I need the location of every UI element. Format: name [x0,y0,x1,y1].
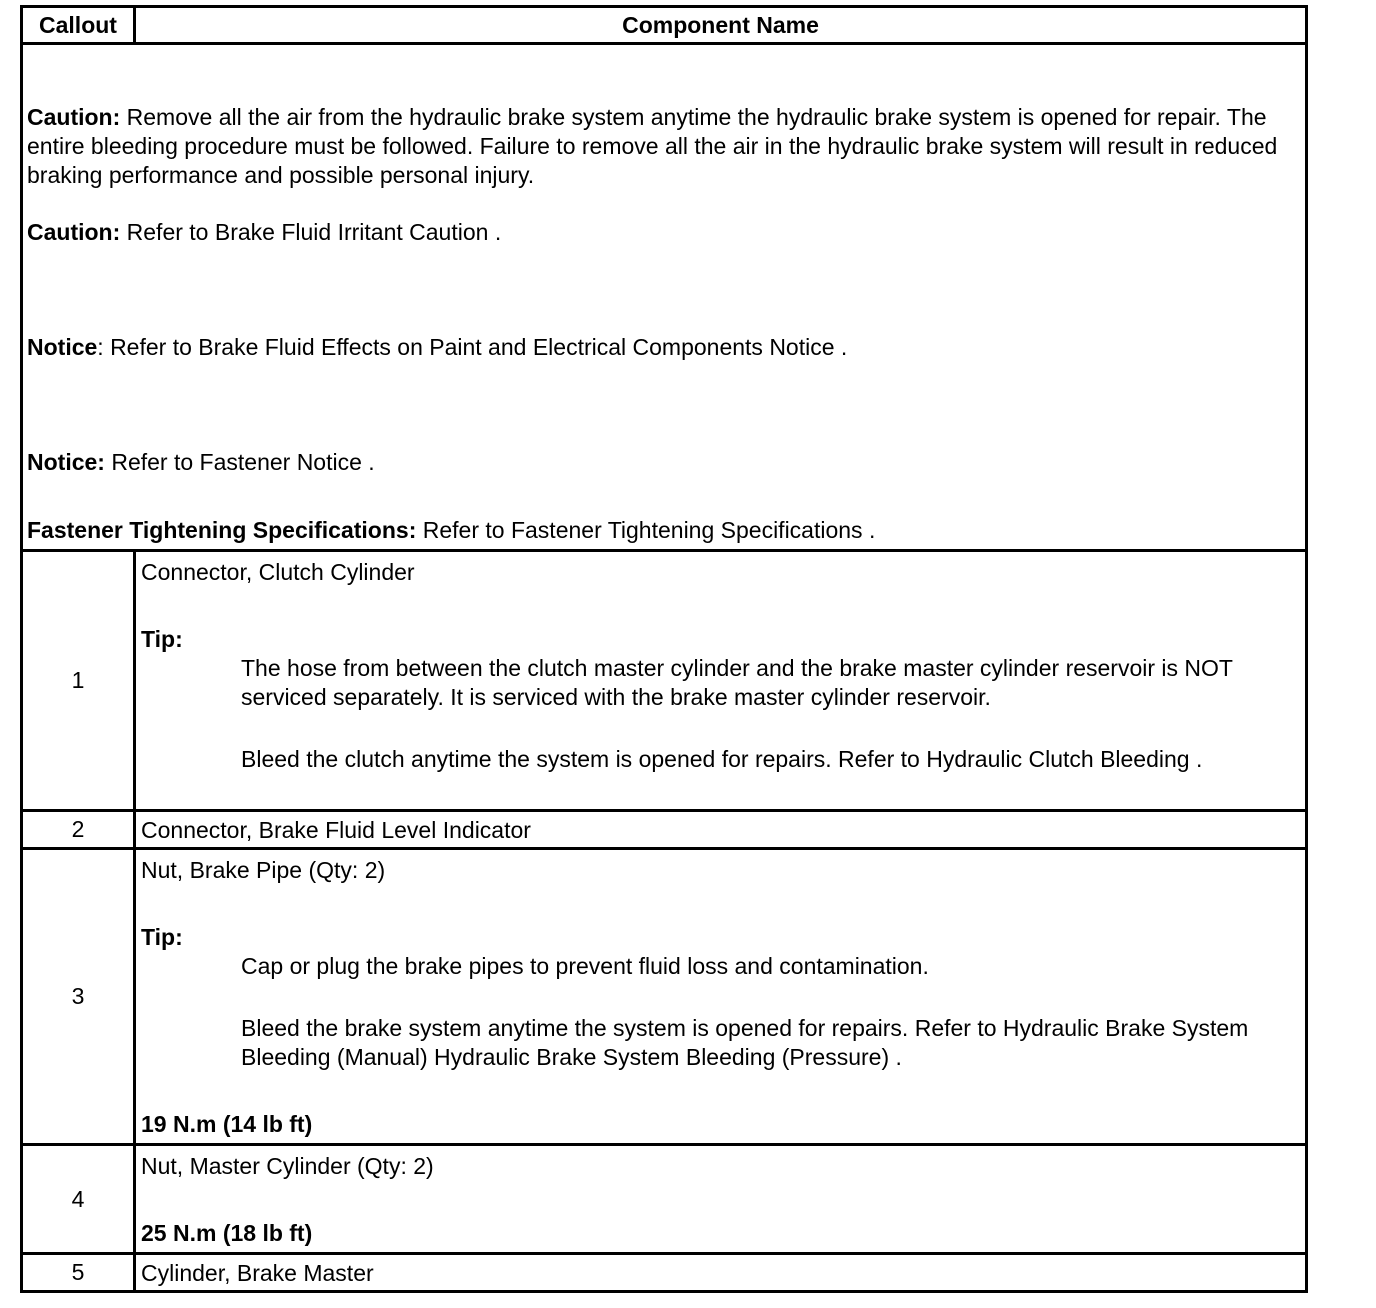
notice-label: Notice: [27,449,105,475]
tip-text: Bleed the clutch anytime the system is opened for repairs. Refer to Hydraulic Clutch Bleeding . [241,746,1203,772]
caution-label: Caution: [27,219,121,245]
notice-text: Refer to Fastener Notice . [104,449,375,475]
tip-text: Cap or plug the brake pipes to prevent fluid loss and contamination. [241,953,929,979]
component-cell [135,849,1307,1145]
callout-header: Callout [22,7,135,44]
table-row [22,811,1307,849]
caution-note-air [27,103,1301,190]
component-name: Cylinder, Brake Master [141,1260,374,1286]
tip-text: The hose from between the clutch master cylinder and the brake master cylinder reservoir is NOT serviced separately. It is serviced with the brake master cylinder reservoir. [241,655,1233,710]
component-name: Nut, Master Cylinder (Qty: 2) [141,1153,434,1179]
table-row [22,551,1307,811]
component-cell [135,811,1307,849]
component-cell [135,1254,1307,1292]
table-row [22,1254,1307,1292]
callout-number: 4 [22,1145,135,1254]
caution-label: Caution: [27,104,121,130]
table-row [22,1145,1307,1254]
notice-text: : Refer to Brake Fluid Effects on Paint and Electrical Components Notice . [97,334,848,360]
notice-label: Notice [27,334,98,360]
fastener-spec-note [27,516,1301,545]
fastener-spec-text: Refer to Fastener Tightening Specifications . [416,517,876,543]
notes-cell [22,44,1307,551]
callout-number: 1 [22,551,135,811]
callout-number: 5 [22,1254,135,1292]
component-name: Connector, Brake Fluid Level Indicator [141,817,531,843]
component-name-header: Component Name [135,7,1307,44]
torque-spec: 19 N.m (14 lb ft) [141,1111,313,1137]
notice-note-paint [27,333,1301,362]
notes-row [22,44,1307,551]
tip-label: Tip: [141,924,183,950]
caution-text: Remove all the air from the hydraulic brake system anytime the hydraulic brake system is opened for repair. The entire bleeding procedure must be followed. Failure to remove all the air in the hydraulic brake system will result in reduced braking performance and possible personal injury. [27,104,1278,188]
caution-note-irritant [27,218,1301,247]
component-table [20,5,1308,1293]
component-name: Nut, Brake Pipe (Qty: 2) [141,857,386,883]
component-name: Connector, Clutch Cylinder [141,559,415,585]
component-cell [135,551,1307,811]
callout-number: 2 [22,811,135,849]
callout-number: 3 [22,849,135,1145]
caution-text: Refer to Brake Fluid Irritant Caution . [120,219,502,245]
tip-label: Tip: [141,626,183,652]
fastener-spec-label: Fastener Tightening Specifications: [27,517,417,543]
tip-text: Bleed the brake system anytime the system is opened for repairs. Refer to Hydraulic Brake System Bleeding (Manual) Hydraulic Brake System Bleeding (Pressure) . [241,1015,1249,1070]
torque-spec: 25 N.m (18 lb ft) [141,1220,313,1246]
component-cell [135,1145,1307,1254]
notice-note-fastener [27,448,1301,477]
tip-body [141,654,1300,774]
table-header-row [22,7,1307,44]
tip-body [141,952,1300,1072]
table-row [22,849,1307,1145]
